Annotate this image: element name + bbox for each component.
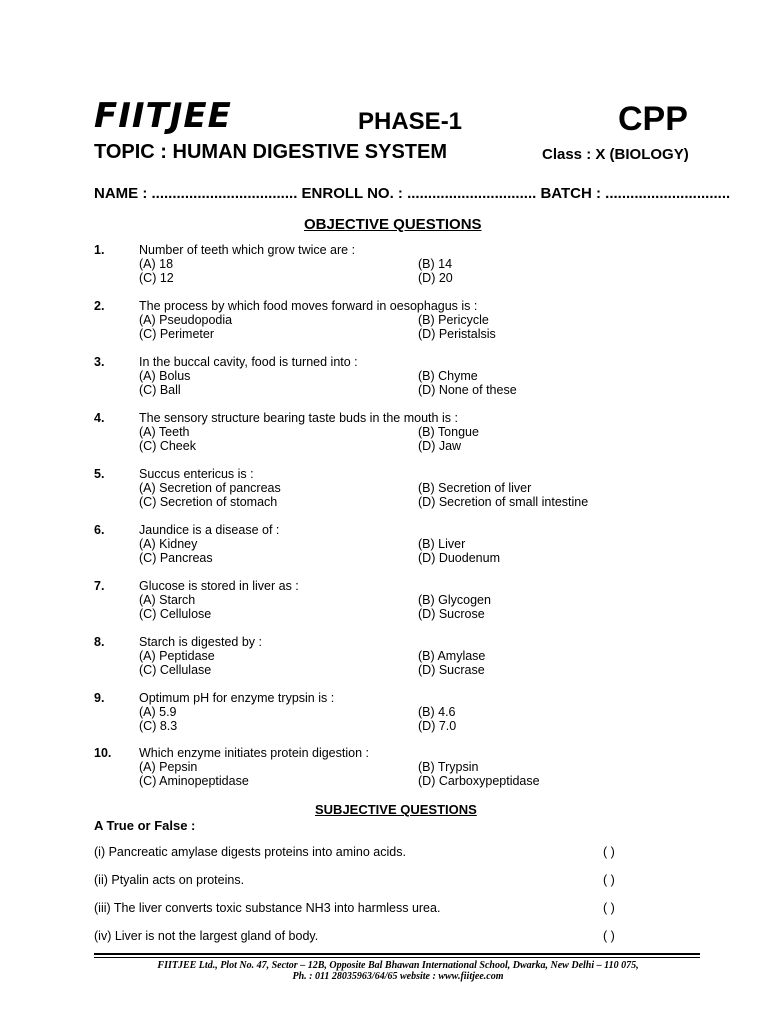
question-number: 3. xyxy=(94,355,105,369)
subjective-heading: SUBJECTIVE QUESTIONS xyxy=(315,802,477,817)
option-d: (D) Carboxypeptidase xyxy=(418,774,540,788)
option-c: (C) Pancreas xyxy=(139,551,213,565)
option-a: (A) 5.9 xyxy=(139,705,177,719)
question-stem: Which enzyme initiates protein digestion : xyxy=(139,746,369,760)
statement-3: (iii) The liver converts toxic substance NH3 into harmless urea. xyxy=(94,901,441,915)
option-c: (C) 8.3 xyxy=(139,719,178,733)
statement-1: (i) Pancreatic amylase digests proteins into amino acids. xyxy=(94,845,406,859)
option-d: (D) 7.0 xyxy=(418,719,457,733)
option-d: (D) Sucrose xyxy=(418,607,485,621)
cpp-label: CPP xyxy=(618,100,688,138)
option-c: (C) Cellulose xyxy=(139,607,212,621)
option-b: (B) Trypsin xyxy=(418,760,479,774)
question-number: 9. xyxy=(94,691,105,705)
option-c: (C) Cellulase xyxy=(139,663,212,677)
footer-address: FIITJEE Ltd., Plot No. 47, Sector – 12B, Opposite Bal Bhawan International School, Dwarka, New Delhi – 110 075, xyxy=(157,960,639,971)
option-a: (A) Teeth xyxy=(139,425,190,439)
option-c: (C) Perimeter xyxy=(139,327,215,341)
question-stem: Optimum pH for enzyme trypsin is : xyxy=(139,691,335,705)
phase-label: PHASE-1 xyxy=(358,108,463,135)
option-c: (C) Ball xyxy=(139,383,181,397)
option-a: (A) 18 xyxy=(139,257,174,271)
option-b: (B) Glycogen xyxy=(418,593,491,607)
option-d: (D) Sucrase xyxy=(418,663,485,677)
answer-blank-4: ( ) xyxy=(603,929,615,943)
option-b: (B) Pericycle xyxy=(418,313,489,327)
option-a: (A) Peptidase xyxy=(139,649,215,663)
answer-blank-1: ( ) xyxy=(603,845,615,859)
option-a: (A) Bolus xyxy=(139,369,191,383)
option-d: (D) Peristalsis xyxy=(418,327,496,341)
option-c: (C) 12 xyxy=(139,271,174,285)
question-number: 4. xyxy=(94,411,105,425)
option-b: (B) 14 xyxy=(418,257,453,271)
footer-divider xyxy=(94,953,700,955)
answer-blank-3: ( ) xyxy=(603,901,615,915)
question-stem: Number of teeth which grow twice are : xyxy=(139,243,356,257)
question-stem: Jaundice is a disease of : xyxy=(139,523,280,537)
option-b: (B) Chyme xyxy=(418,369,478,383)
objective-heading: OBJECTIVE QUESTIONS xyxy=(304,216,482,233)
option-d: (D) 20 xyxy=(418,271,453,285)
option-b: (B) 4.6 xyxy=(418,705,456,719)
option-a: (A) Pepsin xyxy=(139,760,198,774)
statement-4: (iv) Liver is not the largest gland of body. xyxy=(94,929,319,943)
student-info-row: NAME : ................................... ENROLL NO. : ............................... BATCH : .............................. xyxy=(94,185,731,202)
option-d: (D) Duodenum xyxy=(418,551,500,565)
answer-blank-2: ( ) xyxy=(603,873,615,887)
option-c: (C) Cheek xyxy=(139,439,196,453)
option-a: (A) Starch xyxy=(139,593,196,607)
fiitjee-logo: FIITJEE xyxy=(94,96,232,136)
class-label: Class : X (BIOLOGY) xyxy=(542,146,689,163)
option-c: (C) Secretion of stomach xyxy=(139,495,278,509)
option-b: (B) Liver xyxy=(418,537,466,551)
option-d: (D) None of these xyxy=(418,383,517,397)
option-b: (B) Amylase xyxy=(418,649,486,663)
option-a: (A) Secretion of pancreas xyxy=(139,481,281,495)
question-number: 7. xyxy=(94,579,105,593)
statement-2: (ii) Ptyalin acts on proteins. xyxy=(94,873,245,887)
option-a: (A) Pseudopodia xyxy=(139,313,233,327)
question-number: 5. xyxy=(94,467,105,481)
option-c: (C) Aminopeptidase xyxy=(139,774,249,788)
topic-title: TOPIC : HUMAN DIGESTIVE SYSTEM xyxy=(94,141,447,163)
true-false-section-label: A True or False : xyxy=(94,818,196,833)
option-b: (B) Tongue xyxy=(418,425,479,439)
option-b: (B) Secretion of liver xyxy=(418,481,532,495)
option-a: (A) Kidney xyxy=(139,537,198,551)
question-stem: The sensory structure bearing taste buds in the mouth is : xyxy=(139,411,458,425)
question-stem: Starch is digested by : xyxy=(139,635,262,649)
question-stem: Succus entericus is : xyxy=(139,467,254,481)
question-number: 2. xyxy=(94,299,105,313)
question-number: 1. xyxy=(94,243,105,257)
question-stem: Glucose is stored in liver as : xyxy=(139,579,299,593)
question-stem: The process by which food moves forward in oesophagus is : xyxy=(139,299,478,313)
question-number: 10. xyxy=(94,746,112,760)
option-d: (D) Secretion of small intestine xyxy=(418,495,589,509)
question-number: 8. xyxy=(94,635,105,649)
question-number: 6. xyxy=(94,523,105,537)
footer-contact: Ph. : 011 28035963/64/65 website : www.fiitjee.com xyxy=(292,971,504,982)
footer-divider-thin xyxy=(94,957,700,958)
question-stem: In the buccal cavity, food is turned into : xyxy=(139,355,358,369)
option-d: (D) Jaw xyxy=(418,439,462,453)
